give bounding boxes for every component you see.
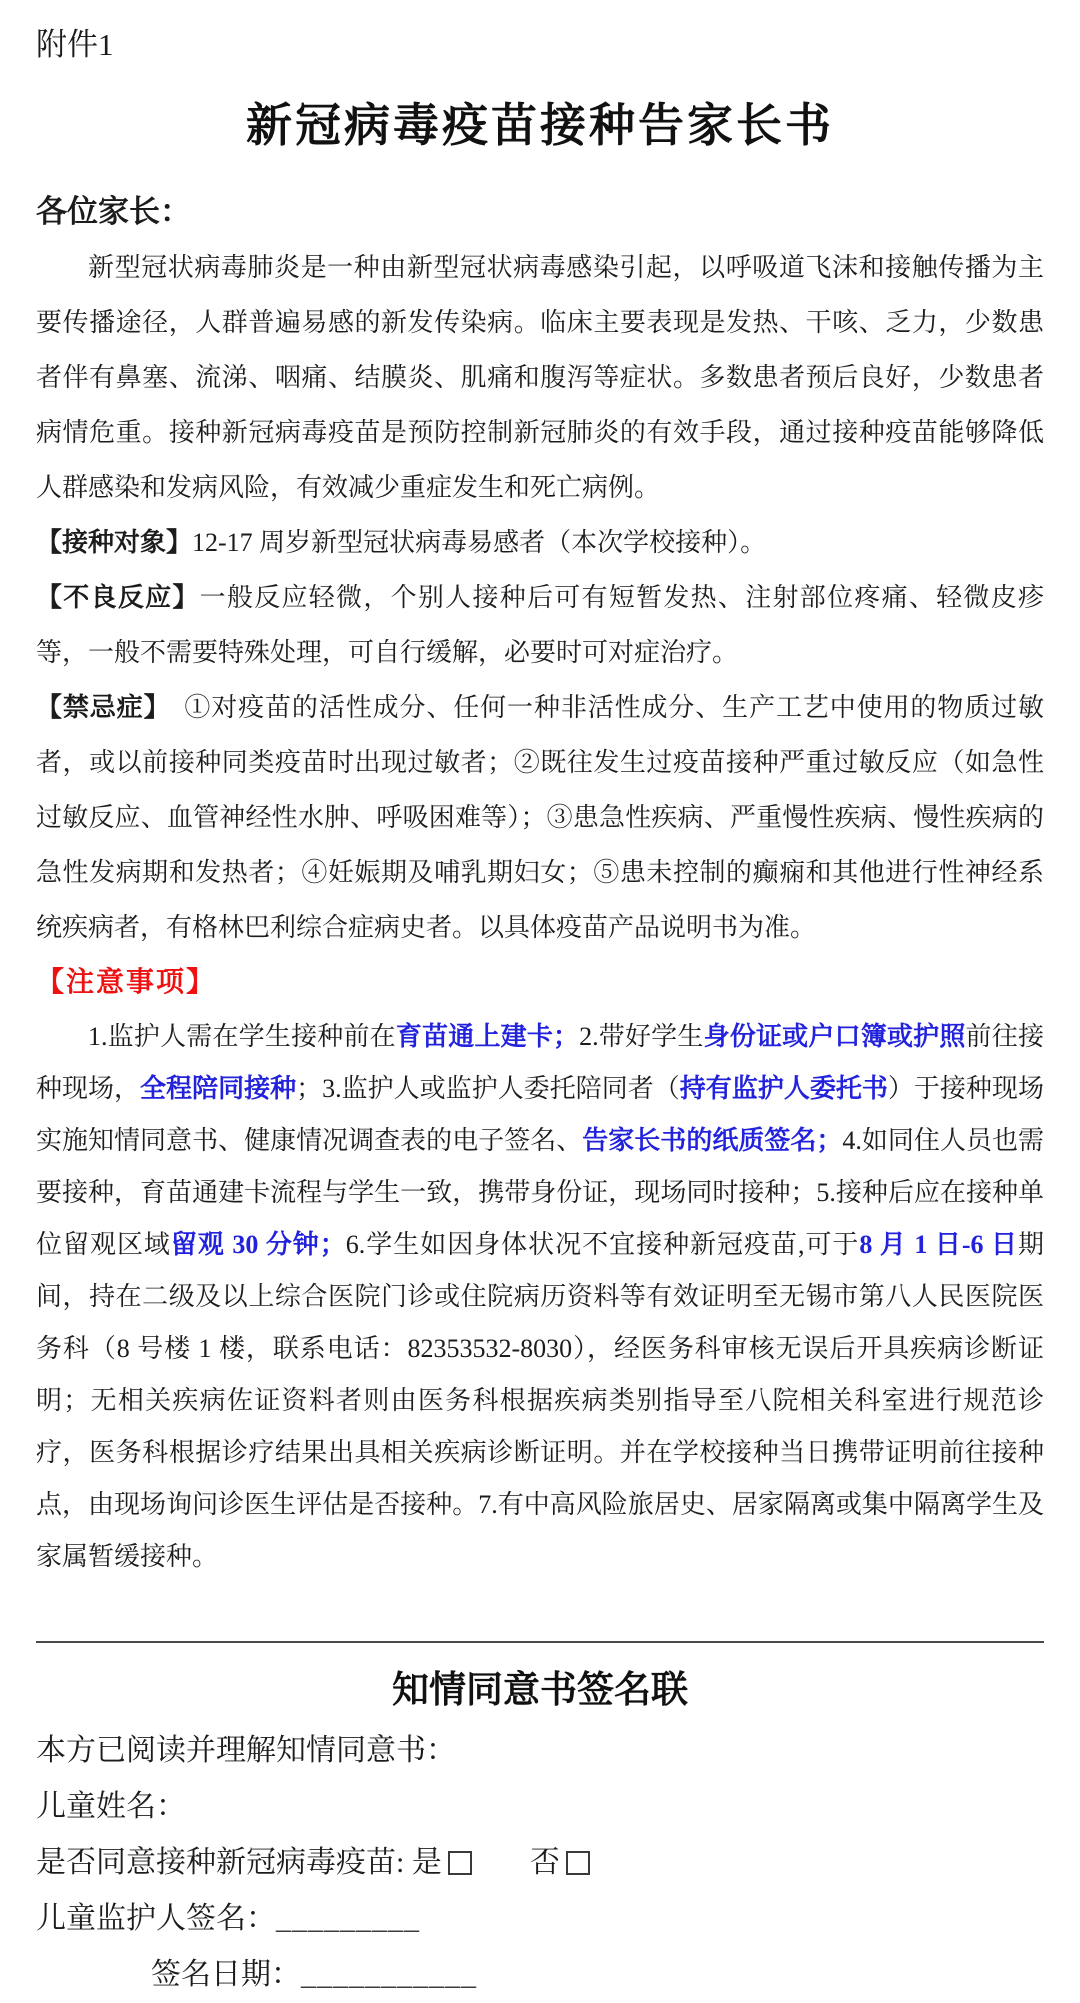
notice-segment: 告家长书的纸质签名； [582,1125,843,1155]
notice-segment: 6.学生如因身体状况不宜接种新冠疫苗,可于 [345,1229,860,1259]
separator-line [36,1641,1044,1643]
notice-segment: 期间，持在二级及以上综合医院门诊或住院病历资料等有效证明至无锡市第八人民医院医务科（8 号楼 1 楼，联系电话：82353532-8030），经医务科审核无误后开具疾病诊断证明；无相关疾病佐证资料者则由医务科根据疾病类别指导至八院相关科室进行规范诊疗，医务科根据诊疗结果出具相关疾病诊断证明。并在学校接种当日携带证明前往接种点，由现场询问诊医生评估是否接种。7.有中高风险旅居史、居家隔离或集中隔离学生及家属暂缓接种。 [36,1229,1044,1571]
consent-no-checkbox[interactable] [566,1851,590,1875]
guardian-signature-label: 儿童监护人签名： [36,1901,276,1935]
consent-question-line [36,1835,1044,1891]
signature-date-line [36,1947,1044,2003]
consent-no-label: 否 [529,1845,560,1879]
attachment-label: 附件1 [36,27,114,62]
salutation: 各位家长： [36,194,191,230]
notice-segment: 1.监护人需在学生接种前在 [88,1021,396,1051]
notice-segment: 4.如同住人员也需要接种，育苗通建卡流程与学生一致，携带身份证，现场同时接种；5.接种后应在接种单位留观区域 [36,1125,1044,1259]
read-acknowledgement-line: 本方已阅读并理解知情同意书： [36,1733,456,1767]
guardian-signature-line [36,1891,1044,1947]
notice-segment: 育苗通上建卡； [395,1021,580,1051]
section-contraindications [36,680,1044,955]
page-title: 新冠病毒疫苗接种告家长书 [246,100,834,152]
intro-paragraph: 新型冠状病毒肺炎是一种由新型冠状病毒感染引起，以呼吸道飞沫和接触传播为主要传播途径，人群普遍易感的新发传染病。临床主要表现是发热、干咳、乏力，少数患者伴有鼻塞、流涕、咽痛、结膜炎、肌痛和腹泻等症状。多数患者预后良好，少数患者病情危重。接种新冠病毒疫苗是预防控制新冠肺炎的有效手段，通过接种疫苗能够降低人群感染和发病风险，有效减少重症发生和死亡病例。 [36,252,1044,502]
notice-segment: ；3.监护人或监护人委托陪同者（ [296,1073,680,1103]
consent-question: 是否同意接种新冠病毒疫苗: [36,1845,405,1879]
consent-yes-checkbox[interactable] [448,1851,472,1875]
child-name-line: 儿童姓名： [36,1789,186,1823]
section-text: 一般反应轻微，个别人接种后可有短暂发热、注射部位疼痛、轻微皮疹等，一般不需要特殊处理，可自行缓解，必要时可对症治疗。 [36,582,1044,667]
section-label: 【禁忌症】 [36,692,158,722]
section-label: 【不良反应】 [36,582,200,612]
signature-section-heading: 知情同意书签名联 [392,1669,688,1711]
notice-segment: ）于接种现场实施知情同意书、健康情况调查表的电子签名、 [36,1073,1044,1155]
signature-date-label: 签名日期： [151,1957,301,1991]
notice-segment: 8 月 1 日-6 日 [859,1229,1018,1259]
notice-segment: 身份证或户口簿或护照 [703,1021,966,1051]
notice-segment: 前往接种现场， [36,1021,1044,1103]
section-vaccination-target [36,515,1044,570]
consent-yes-label: 是 [411,1845,442,1879]
notice-segment: 持有监护人委托书 [679,1073,888,1103]
section-label: 【接种对象】 [36,527,193,557]
notice-paragraph [36,1011,1044,1583]
section-text: 12-17 周岁新型冠状病毒易感者（本次学校接种）。 [192,527,767,557]
notice-segment: 全程陪同接种 [140,1073,297,1103]
notice-section-label: 【注意事项】 [36,966,217,998]
notice-segment: 留观 30 分钟； [170,1229,346,1259]
guardian-signature-blank: _________ [276,1901,420,1935]
section-adverse-reactions [36,570,1044,680]
notice-segment: 2.带好学生 [579,1021,704,1051]
section-text: ①对疫苗的活性成分、任何一种非活性成分、生产工艺中使用的物质过敏者，或以前接种同类疫苗时出现过敏者；②既往发生过疫苗接种严重过敏反应（如急性过敏反应、血管神经性水肿、呼吸困难等）；③患急性疾病、严重慢性疾病、慢性疾病的急性发病期和发热者；④妊娠期及哺乳期妇女；⑤患未控制的癫痫和其他进行性神经系统疾病者，有格林巴利综合症病史者。以具体疫苗产品说明书为准。 [36,692,1044,942]
signature-date-blank: ___________ [301,1957,477,1991]
